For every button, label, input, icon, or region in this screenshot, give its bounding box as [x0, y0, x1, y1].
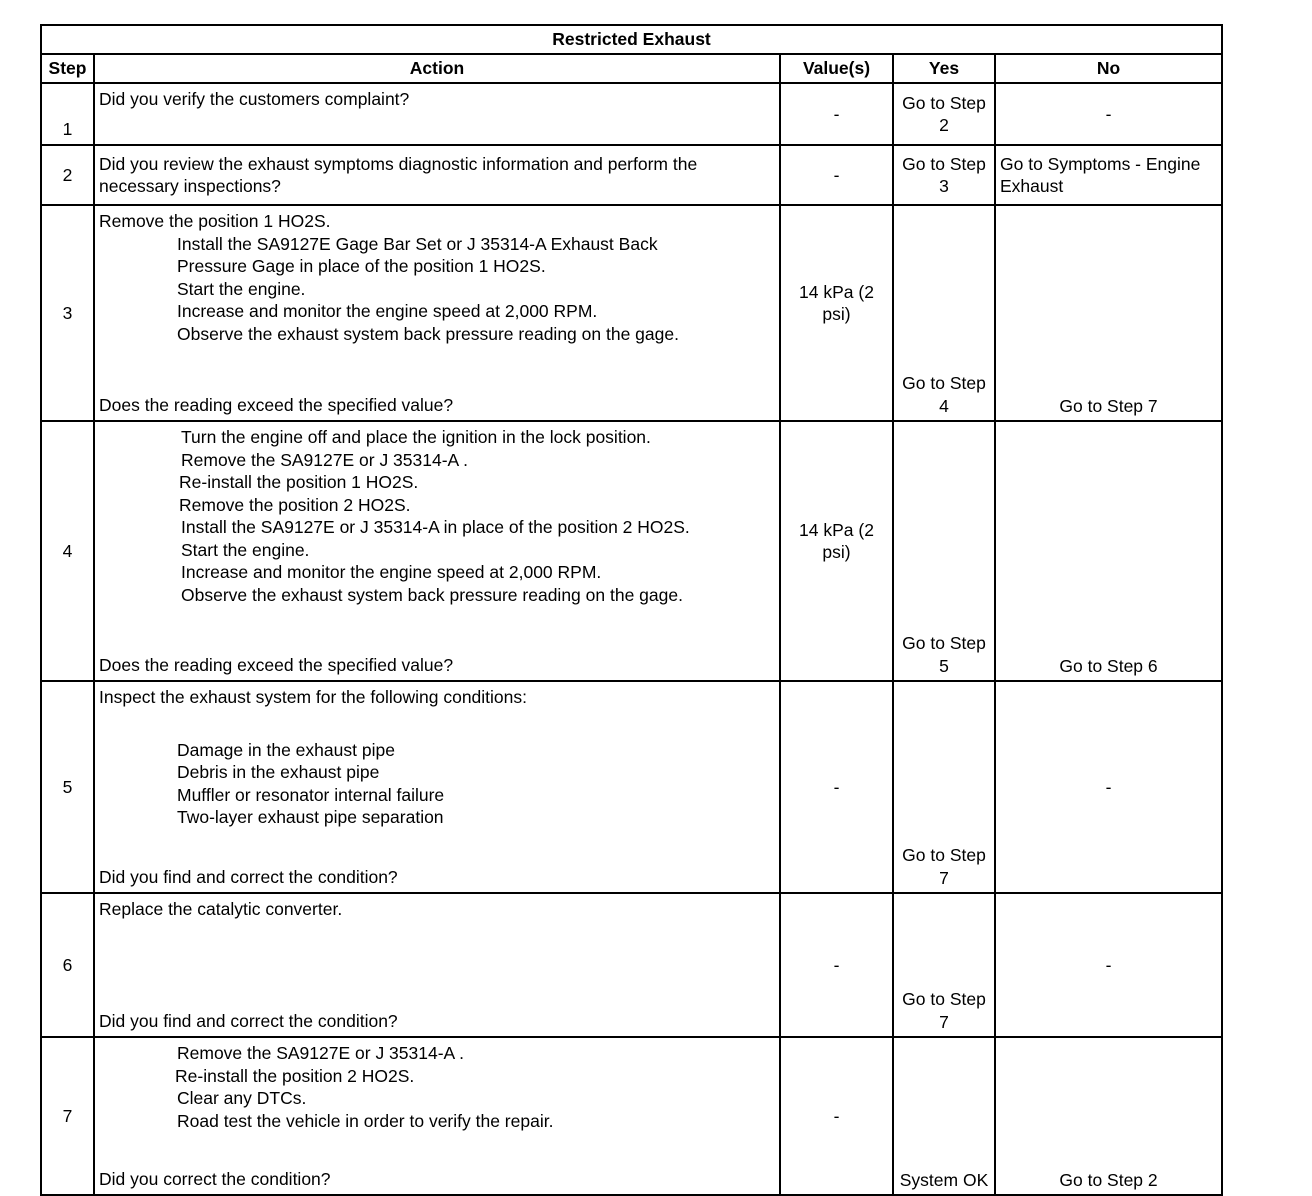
table-row — [41, 893, 1222, 1037]
yes-cell: Go to Step 4 — [893, 205, 995, 421]
action-question: Does the reading exceed the specified value? — [99, 394, 454, 415]
action-line: Increase and monitor the engine speed at 2,000 RPM. — [181, 562, 602, 582]
action-line: Start the engine. — [177, 278, 306, 299]
yes-cell: Go to Step 7 — [893, 893, 995, 1037]
value-cell: - — [780, 83, 893, 145]
header-values: Value(s) — [780, 54, 893, 83]
action-line: Pressure Gage in place of the position 1 HO2S. — [177, 256, 546, 276]
action-cell — [94, 205, 780, 421]
action-cell — [94, 421, 780, 681]
action-line: Remove the position 1 HO2S. — [99, 211, 331, 231]
no-cell: Go to Step 7 — [995, 205, 1222, 421]
action-line: Start the engine. — [181, 539, 310, 560]
action-line: Observe the exhaust system back pressure reading on the gage. — [181, 584, 683, 605]
value-cell: - — [780, 893, 893, 1037]
action-line: Re-install the position 2 HO2S. — [175, 1065, 415, 1086]
action-question: Does the reading exceed the specified value? — [99, 654, 454, 675]
step-number: 3 — [41, 205, 94, 421]
no-cell: - — [995, 83, 1222, 145]
header-row — [41, 54, 1222, 83]
action-line: Remove the SA9127E or J 35314-A . — [177, 1043, 464, 1063]
action-line: Remove the position 2 HO2S. — [179, 494, 411, 515]
step-number: 6 — [41, 893, 94, 1037]
table-row — [41, 83, 1222, 145]
diagnostic-table — [40, 24, 1223, 1196]
header-yes: Yes — [893, 54, 995, 83]
action-line: Increase and monitor the engine speed at 2,000 RPM. — [177, 301, 598, 321]
action-line: Damage in the exhaust pipe — [177, 739, 395, 760]
action-line: Install the SA9127E or J 35314-A in place of the position 2 HO2S. — [181, 517, 690, 537]
action-line: Replace the catalytic converter. — [99, 899, 343, 919]
value-cell: 14 kPa (2 psi) — [780, 421, 893, 681]
value-cell: - — [780, 681, 893, 893]
action-line: Turn the engine off and place the ignition in the lock position. — [181, 427, 651, 447]
action-line: Did you verify the customers complaint? — [99, 89, 410, 109]
step-number: 2 — [41, 145, 94, 205]
no-cell: Go to Step 6 — [995, 421, 1222, 681]
action-line: Muffler or resonator internal failure — [177, 784, 445, 805]
action-question: Did you find and correct the condition? — [99, 1010, 398, 1031]
yes-cell: Go to Step 3 — [893, 145, 995, 205]
action-cell — [94, 893, 780, 1037]
step-number: 7 — [41, 1037, 94, 1195]
no-cell: Go to Step 2 — [995, 1037, 1222, 1195]
action-line: Did you review the exhaust symptoms diagnostic information and perform the necessary inspections? — [99, 153, 698, 196]
action-line: Re-install the position 1 HO2S. — [179, 472, 419, 492]
yes-cell: Go to Step 5 — [893, 421, 995, 681]
table-row — [41, 1037, 1222, 1195]
action-line: Debris in the exhaust pipe — [177, 762, 380, 782]
step-number: 1 — [41, 83, 94, 145]
action-question: Did you find and correct the condition? — [99, 866, 398, 887]
action-cell — [94, 83, 780, 145]
action-line: Remove the SA9127E or J 35314-A . — [181, 449, 468, 470]
no-cell: - — [995, 681, 1222, 893]
action-cell — [94, 145, 780, 205]
header-step: Step — [41, 54, 94, 83]
table-row — [41, 421, 1222, 681]
value-cell: - — [780, 145, 893, 205]
yes-cell: Go to Step 2 — [893, 83, 995, 145]
action-line: Road test the vehicle in order to verify the repair. — [177, 1110, 554, 1131]
action-line: Install the SA9127E Gage Bar Set or J 35314-A Exhaust Back — [177, 233, 658, 254]
no-cell: Go to Symptoms - Engine Exhaust — [995, 145, 1222, 205]
action-line: Two-layer exhaust pipe separation — [177, 807, 444, 827]
header-action: Action — [94, 54, 780, 83]
action-line: Clear any DTCs. — [177, 1088, 307, 1108]
table-row — [41, 145, 1222, 205]
step-number: 4 — [41, 421, 94, 681]
action-line: Inspect the exhaust system for the following conditions: — [99, 687, 528, 707]
header-no: No — [995, 54, 1222, 83]
yes-cell: System OK — [893, 1037, 995, 1195]
table-row — [41, 681, 1222, 893]
table-row — [41, 205, 1222, 421]
step-number: 5 — [41, 681, 94, 893]
table-title: Restricted Exhaust — [41, 25, 1222, 54]
action-cell — [94, 1037, 780, 1195]
value-cell: 14 kPa (2 psi) — [780, 205, 893, 421]
yes-cell: Go to Step 7 — [893, 681, 995, 893]
action-question: Did you correct the condition? — [99, 1168, 331, 1189]
action-line: Observe the exhaust system back pressure reading on the gage. — [177, 323, 679, 344]
no-cell: - — [995, 893, 1222, 1037]
value-cell: - — [780, 1037, 893, 1195]
action-cell — [94, 681, 780, 893]
